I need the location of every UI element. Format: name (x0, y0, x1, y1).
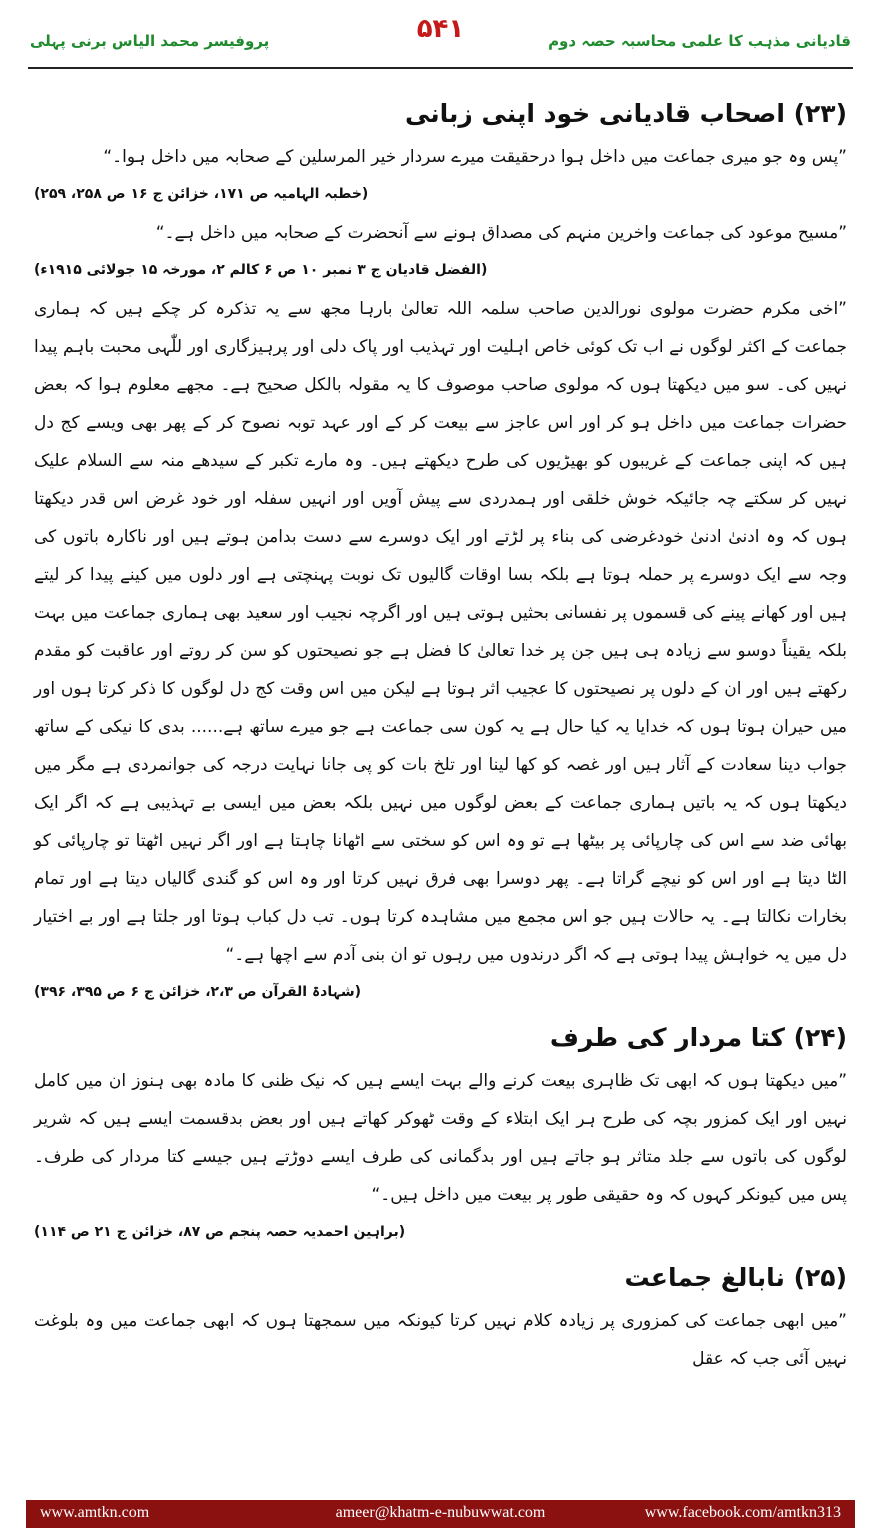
header-divider (28, 67, 853, 69)
facebook-link[interactable]: www.facebook.com/amtkn313 (644, 1504, 841, 1521)
quote-text: ”میں ابھی جماعت کی کمزوری پر زیادہ کلام نہیں کرتا کیونکہ میں سمجھتا ہوں کہ ابھی جماعت میں وہ بلوغت نہیں آئی جب کہ عقل (34, 1311, 847, 1369)
reference-citation: (شہادۃ القرآن ص ۲،۳، خزائن ج ۶ ص ۳۹۵، ۳۹۶) (34, 984, 361, 1000)
reference-citation: (خطبہ الہامیہ ص ۱۷۱، خزائن ج ۱۶ ص ۲۵۸، ۲۵۹) (34, 186, 369, 202)
page-content (34, 82, 847, 1378)
section-title: (۲۴) کتا مردار کی طرف (549, 1023, 847, 1052)
page-number: ۵۴۱ (416, 14, 465, 44)
reference-citation: (الفضل قادیان ج ۳ نمبر ۱۰ ص ۶ کالم ۲، مورخہ ۱۵ جولائی ۱۹۱۵ء) (34, 262, 488, 278)
quote-text: ”اخی مکرم حضرت مولوی نورالدین صاحب سلمہ اللہ تعالیٰ بارہا مجھ سے یہ تذکرہ کر چکے ہیں کہ ہماری جماعت کے اکثر لوگوں نے اب تک کوئی خاص اہلیت اور تہذیب اور پاک دلی اور پرہیزگاری اور للّٰہی محبت باہم پیدا نہیں کی۔ سو میں دیکھتا ہوں کہ مولوی صاحب موصوف کا یہ مقولہ بالکل صحیح ہے۔ مجھے معلوم ہوا کہ بعض حضرات جماعت میں داخل ہو کر اور اس عاجز سے بیعت کر کے اور عہد توبہ نصوح کر کے پھر بھی ویسے کج دل ہیں کہ اپنی جماعت کے غریبوں کو بھیڑیوں کی طرح دیکھتے ہیں۔ وہ مارے تکبر کے سیدھے منہ سے السلام علیک نہیں کر سکتے چہ جائیکہ خوش خلقی اور ہمدردی سے پیش آویں اور انہیں سفلہ اور خود غرض اس قدر دیکھتا ہوں کہ وہ ادنیٰ ادنیٰ خودغرضی کی بناء پر لڑتے اور ایک دوسرے سے دست بدامن ہوتے ہیں اور ناکارہ باتوں کی وجہ سے ایک دوسرے پر حملہ ہوتا ہے بلکہ بسا اوقات گالیوں تک نوبت پہنچتی ہے اور دلوں میں کینے پیدا کر لیتے ہیں اور کھانے پینے کی قسموں پر نفسانی بحثیں ہوتی ہیں اور اگرچہ نجیب اور سعید بھی ہماری جماعت میں بہت بلکہ یقیناً دوسو سے زیادہ ہی ہیں جن پر خدا تعالیٰ کا فضل ہے جو نصیحتوں کو سن کر روتے اور عاقبت کو مقدم رکھتے ہیں اور ان کے دلوں پر نصیحتوں کا عجیب اثر ہوتا ہے لیکن میں اس وقت کج دل لوگوں کا ذکر کرتا ہوں اور میں حیران ہوتا ہوں کہ خدایا یہ کیا حال ہے یہ کون سی جماعت ہے جو میرے ساتھ ہے...... بدی کا نیکی کے ساتھ جواب دینا سعادت کے آثار ہیں اور غصہ کو کھا لینا اور تلخ بات کو پی جانا نہایت درجہ کی جوانمردی ہے مگر میں دیکھتا ہوں کہ یہ باتیں ہماری جماعت کے بعض لوگوں میں نہیں بلکہ بعض میں ایسی بے تہذیبی ہے کہ اگر ایک بھائی ضد سے اس کی چارپائی پر بیٹھا ہے تو وہ اس کو سختی سے اٹھانا چاہتا ہے اور اگر نہیں اٹھتا تو چارپائی کو الٹا دیتا ہے اور اس کو نیچے گراتا ہے۔ پھر دوسرا بھی فرق نہیں کرتا اور وہ اس کو گندی گالیاں دیتا ہے اور تمام بخارات نکالتا ہے۔ یہ حالات ہیں جو اس مجمع میں مشاہدہ کرتا ہوں۔ تب دل کباب ہوتا اور جلتا ہے اور بے اختیار دل میں یہ خواہش پیدا ہوتی ہے کہ اگر درندوں میں رہوں تو ان بنی آدم سے اچھا ہے۔“ (34, 299, 847, 965)
author-name: پروفیسر محمد الیاس برنی پہلی (30, 32, 270, 50)
book-title: قادیانی مذہب کا علمی محاسبہ حصہ دوم (548, 32, 851, 50)
page-header (30, 14, 851, 64)
website-link[interactable]: www.amtkn.com (40, 1504, 150, 1521)
section-title: (۲۳) اصحاب قادیانی خود اپنی زبانی (404, 99, 847, 128)
quote-text: ”مسیح موعود کی جماعت واخرین منہم کی مصداق ہونے سے آنحضرت کے صحابہ میں داخل ہے۔“ (155, 223, 847, 243)
quote-text: ”میں دیکھتا ہوں کہ ابھی تک ظاہری بیعت کرنے والے بہت ایسے ہیں کہ نیک ظنی کا مادہ بھی ہنوز ان میں کامل نہیں اور ایک کمزور بچہ کی طرح ہر ایک ابتلاء کے وقت ٹھوکر کھاتے ہیں اور بعض بدقسمت ایسے ہیں کہ شریر لوگوں کی باتوں سے جلد متاثر ہو جاتے ہیں اور بدگمانی کی طرف ایسے دوڑتے ہیں جیسے کتا مردار کی طرف۔ پس میں کیونکر کہوں کہ وہ حقیقی طور پر بیعت میں داخل ہیں۔“ (34, 1071, 847, 1205)
email-link[interactable]: ameer@khatm-e-nubuwwat.com (335, 1504, 546, 1521)
section-title: (۲۵) نابالغ جماعت (624, 1263, 847, 1292)
reference-citation: (براہین احمدیہ حصہ پنجم ص ۸۷، خزائن ج ۲۱ ص ۱۱۴) (34, 1224, 406, 1240)
quote-text: ”پس وہ جو میری جماعت میں داخل ہوا درحقیقت میرے سردار خیر المرسلین کے صحابہ میں داخل ہوا۔“ (103, 147, 847, 167)
page-footer (26, 1500, 855, 1528)
